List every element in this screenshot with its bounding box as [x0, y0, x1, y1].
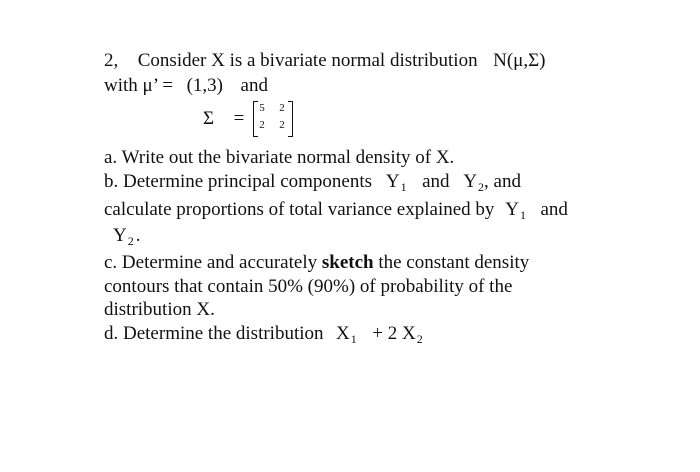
sigma-equals: =	[233, 108, 245, 129]
x2-symbol: $X_2$	[401, 323, 423, 346]
part-d	[104, 323, 423, 346]
part-d-plus: + 2	[372, 323, 398, 344]
y2-symbol: $Y_2$	[463, 171, 485, 194]
matrix-cell: 2	[279, 102, 285, 114]
matrix-right-bracket	[288, 101, 293, 137]
part-b-and: and	[422, 171, 450, 192]
part-c-line-1	[104, 252, 529, 274]
x1-symbol: $X_1$	[336, 323, 357, 346]
y2-symbol: $Y_2$	[113, 225, 134, 248]
part-c-line3: distribution X.	[104, 299, 215, 320]
part-b-line-1	[104, 171, 521, 194]
mean-prefix: with μ’ =	[104, 75, 174, 96]
problem-header	[104, 50, 545, 72]
part-d-start: d. Determine the distribution	[104, 323, 324, 344]
part-c-line-3	[104, 299, 215, 321]
mean-line	[104, 75, 268, 97]
y1-symbol: $Y_1$	[505, 199, 526, 222]
sigma-symbol: Σ	[203, 108, 215, 129]
part-b-line1-end: , and	[484, 171, 521, 192]
mean-value: (1,3)	[186, 75, 224, 96]
matrix-cell: 2	[259, 119, 265, 131]
part-a	[104, 147, 454, 169]
matrix-cell: 5	[259, 102, 265, 114]
problem-number: 2,	[104, 50, 119, 71]
part-b-line2-end: and	[540, 199, 568, 220]
part-b-start: b. Determine principal components	[104, 171, 373, 192]
distribution-notation: N(μ,Σ)	[493, 50, 546, 71]
part-c-line2: contours that contain 50% (90%) of probability of the	[104, 276, 513, 297]
y1-symbol: $Y_1$	[385, 171, 407, 194]
part-b-line-3	[113, 225, 140, 248]
covariance-matrix	[253, 100, 293, 136]
part-c-end: the constant density	[378, 252, 530, 273]
sigma-label	[203, 108, 244, 130]
problem-intro: Consider X is a bivariate normal distribution	[137, 50, 478, 71]
mean-suffix: and	[240, 75, 268, 96]
part-b-line-2	[104, 199, 568, 222]
part-b-line2-start: calculate proportions of total variance explained by	[104, 199, 495, 220]
part-c-bold-word: sketch	[321, 252, 374, 273]
matrix-cell: 2	[279, 119, 285, 131]
part-c-line-2	[104, 276, 512, 298]
part-a-text: a. Write out the bivariate normal density of X.	[104, 147, 455, 168]
part-b-line3-end: .	[135, 225, 141, 246]
part-c-start: c. Determine and accurately	[104, 252, 318, 273]
